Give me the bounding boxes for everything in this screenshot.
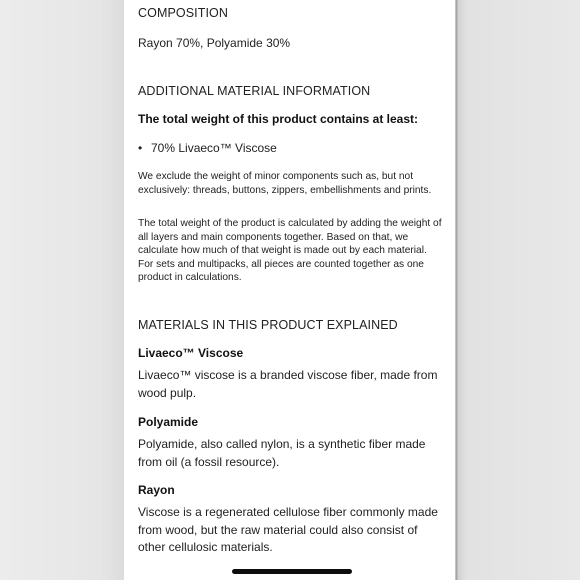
material-description-livaeco: Livaeco™ viscose is a branded viscose fiber, made from wood pulp. xyxy=(138,368,438,400)
bullet-item-text: 70% Livaeco™ Viscose xyxy=(151,141,277,155)
composition-heading: COMPOSITION xyxy=(138,6,228,20)
material-description-rayon: Viscose is a regenerated cellulose fiber commonly made from wood, but the raw material could also consist of other cellulosic materials. xyxy=(138,505,438,554)
phone-frame-edge xyxy=(455,0,458,580)
material-name-livaeco: Livaeco™ Viscose xyxy=(138,346,244,360)
background-right xyxy=(457,0,580,580)
additional-info-heading: ADDITIONAL MATERIAL INFORMATION xyxy=(138,84,371,98)
phone-screen[interactable] xyxy=(124,0,457,580)
material-name-polyamide: Polyamide xyxy=(138,415,199,429)
home-indicator[interactable] xyxy=(232,569,352,574)
minor-components-note: We exclude the weight of minor components such as, but not exclusively: threads, buttons, zippers, embellishments and prints. xyxy=(138,171,432,196)
total-weight-subheading: The total weight of this product contains at least: xyxy=(138,112,419,126)
materials-explained-heading: MATERIALS IN THIS PRODUCT EXPLAINED xyxy=(138,318,398,332)
material-description-polyamide: Polyamide, also called nylon, is a synthetic fiber made from oil (a fossil resource). xyxy=(138,437,426,469)
composition-text: Rayon 70%, Polyamide 30% xyxy=(138,36,291,50)
background-left xyxy=(0,0,124,580)
bullet-dot-icon: • xyxy=(138,141,143,155)
weight-calculation-note: The total weight of the product is calculated by adding the weight of all layers and main components together. Based on that, we calculate how much of that weight is made out by each material. For sets and multipacks, all pieces are counted together as one product in calculations. xyxy=(138,218,442,284)
material-name-rayon: Rayon xyxy=(138,483,175,497)
material-bullet-item xyxy=(138,141,277,155)
